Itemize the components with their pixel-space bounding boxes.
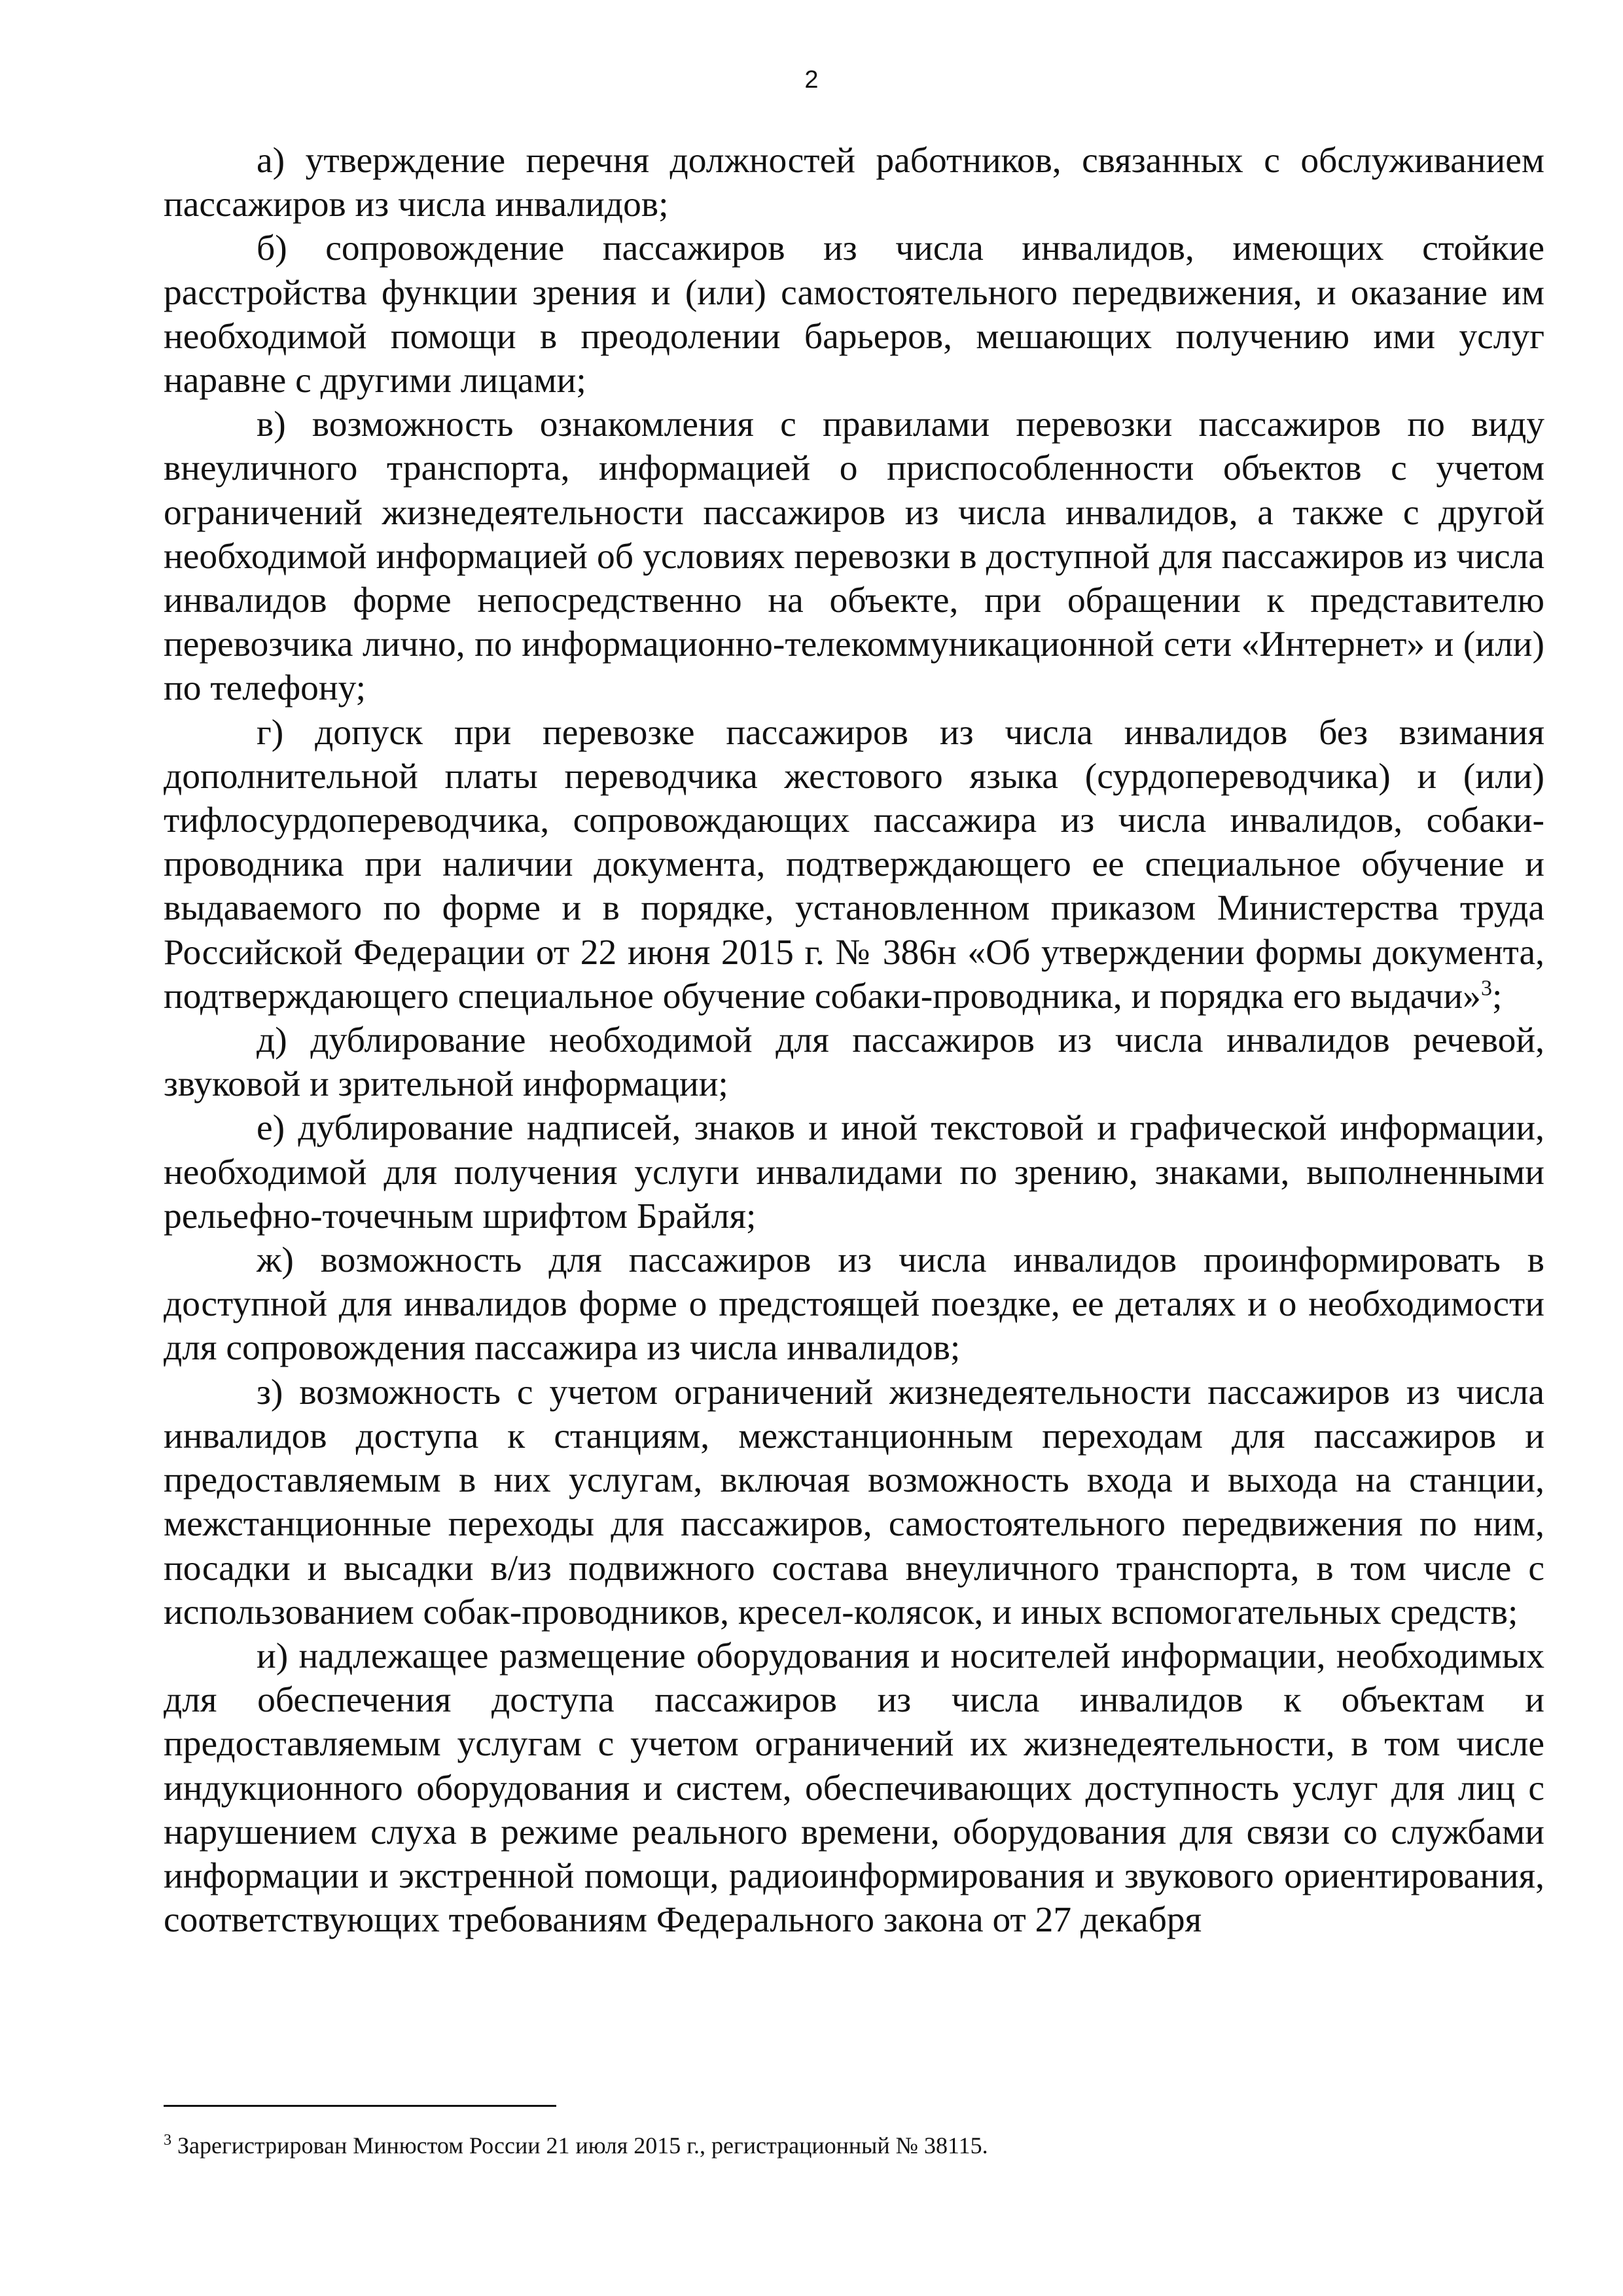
paragraph-v: в) возможность ознакомления с правилами перевозки пассажиров по виду внеуличного транспорта, информацией о приспособленности объектов с учетом ограничений жизнедеятельности пассажиров из числа инвалидов, а также с другой необходимой информацией об условиях перевозки в доступной для пассажиров из числа инвалидов форме непосредственно на объекте, при обращении к представителю перевозчика лично, по информационно-телекоммуникационной сети «Интернет» и (или) по телефону; xyxy=(164,404,1544,709)
footnote-reference: 3 xyxy=(1480,976,1492,1001)
paragraph-e: е) дублирование надписей, знаков и иной текстовой и графической информации, необходимой для получения услуги инвалидами по зрению, знаками, выполненными рельефно-точечным шрифтом Брайля; xyxy=(164,1108,1544,1236)
document-body xyxy=(164,139,1544,1942)
footnote-text: Зарегистрирован Минюстом России 21 июля 2015 г., регистрационный № 38115. xyxy=(171,2132,988,2159)
paragraph-zh: ж) возможность для пассажиров из числа инвалидов проинформировать в доступной для инвалидов форме о предстоящей поездке, ее деталях и о необходимости для сопровождения пассажира из числа инвалидов; xyxy=(164,1240,1544,1369)
paragraph-g-text: г) допуск при перевозке пассажиров из числа инвалидов без взимания дополнительной платы переводчика жестового языка (сурдопереводчика) и (или) тифлосурдопереводчика, сопровождающих пассажира из числа инвалидов, собаки-проводника при наличии документа, подтверждающего ее специальное обучение и выдаваемого по форме и в порядке, установленном приказом Министерства труда Российской Федерации от 22 июня 2015 г. № 386н «Об утверждении формы документа, подтверждающего специальное обучение собаки-проводника, и порядка его выдачи» xyxy=(164,712,1544,1016)
paragraph-g-end: ; xyxy=(1491,976,1503,1016)
page-number: 2 xyxy=(804,66,819,94)
paragraph-d: д) дублирование необходимой для пассажиров из числа инвалидов речевой, звуковой и зрительной информации; xyxy=(164,1020,1544,1105)
footnote-marker: 3 xyxy=(164,2132,171,2149)
paragraph-g xyxy=(164,711,1544,1018)
footnote xyxy=(164,2131,1544,2160)
paragraph-a: а) утверждение перечня должностей работников, связанных с обслуживанием пассажиров из числа инвалидов; xyxy=(164,141,1544,225)
paragraph-i: и) надлежащее размещение оборудования и носителей информации, необходимых для обеспечения доступа пассажиров из числа инвалидов к объектам и предоставляемым услугам с учетом ограничений их жизнедеятельности, в том числе индукционного оборудования и систем, обеспечивающих доступность услуг для лиц с нарушением слуха в режиме реального времени, оборудования для связи со службами информации и экстренной помощи, радиоинформирования и звукового ориентирования, соответствующих требованиям Федерального закона от 27 декабря xyxy=(164,1636,1544,1941)
footnote-divider xyxy=(164,2105,556,2107)
paragraph-b: б) сопровождение пассажиров из числа инвалидов, имеющих стойкие расстройства функции зрения и (или) самостоятельного передвижения, и оказание им необходимой помощи в преодолении барьеров, мешающих получению ими услуг наравне с другими лицами; xyxy=(164,228,1544,401)
paragraph-z: з) возможность с учетом ограничений жизнедеятельности пассажиров из числа инвалидов доступа к станциям, межстанционным переходам для пассажиров и предоставляемым в них услугам, включая возможность входа и выхода на станции, межстанционные переходы для пассажиров, самостоятельного передвижения по ним, посадки и высадки в/из подвижного состава внеуличного транспорта, в том числе с использованием собак-проводников, кресел-колясок, и иных вспомогательных средств; xyxy=(164,1372,1544,1632)
